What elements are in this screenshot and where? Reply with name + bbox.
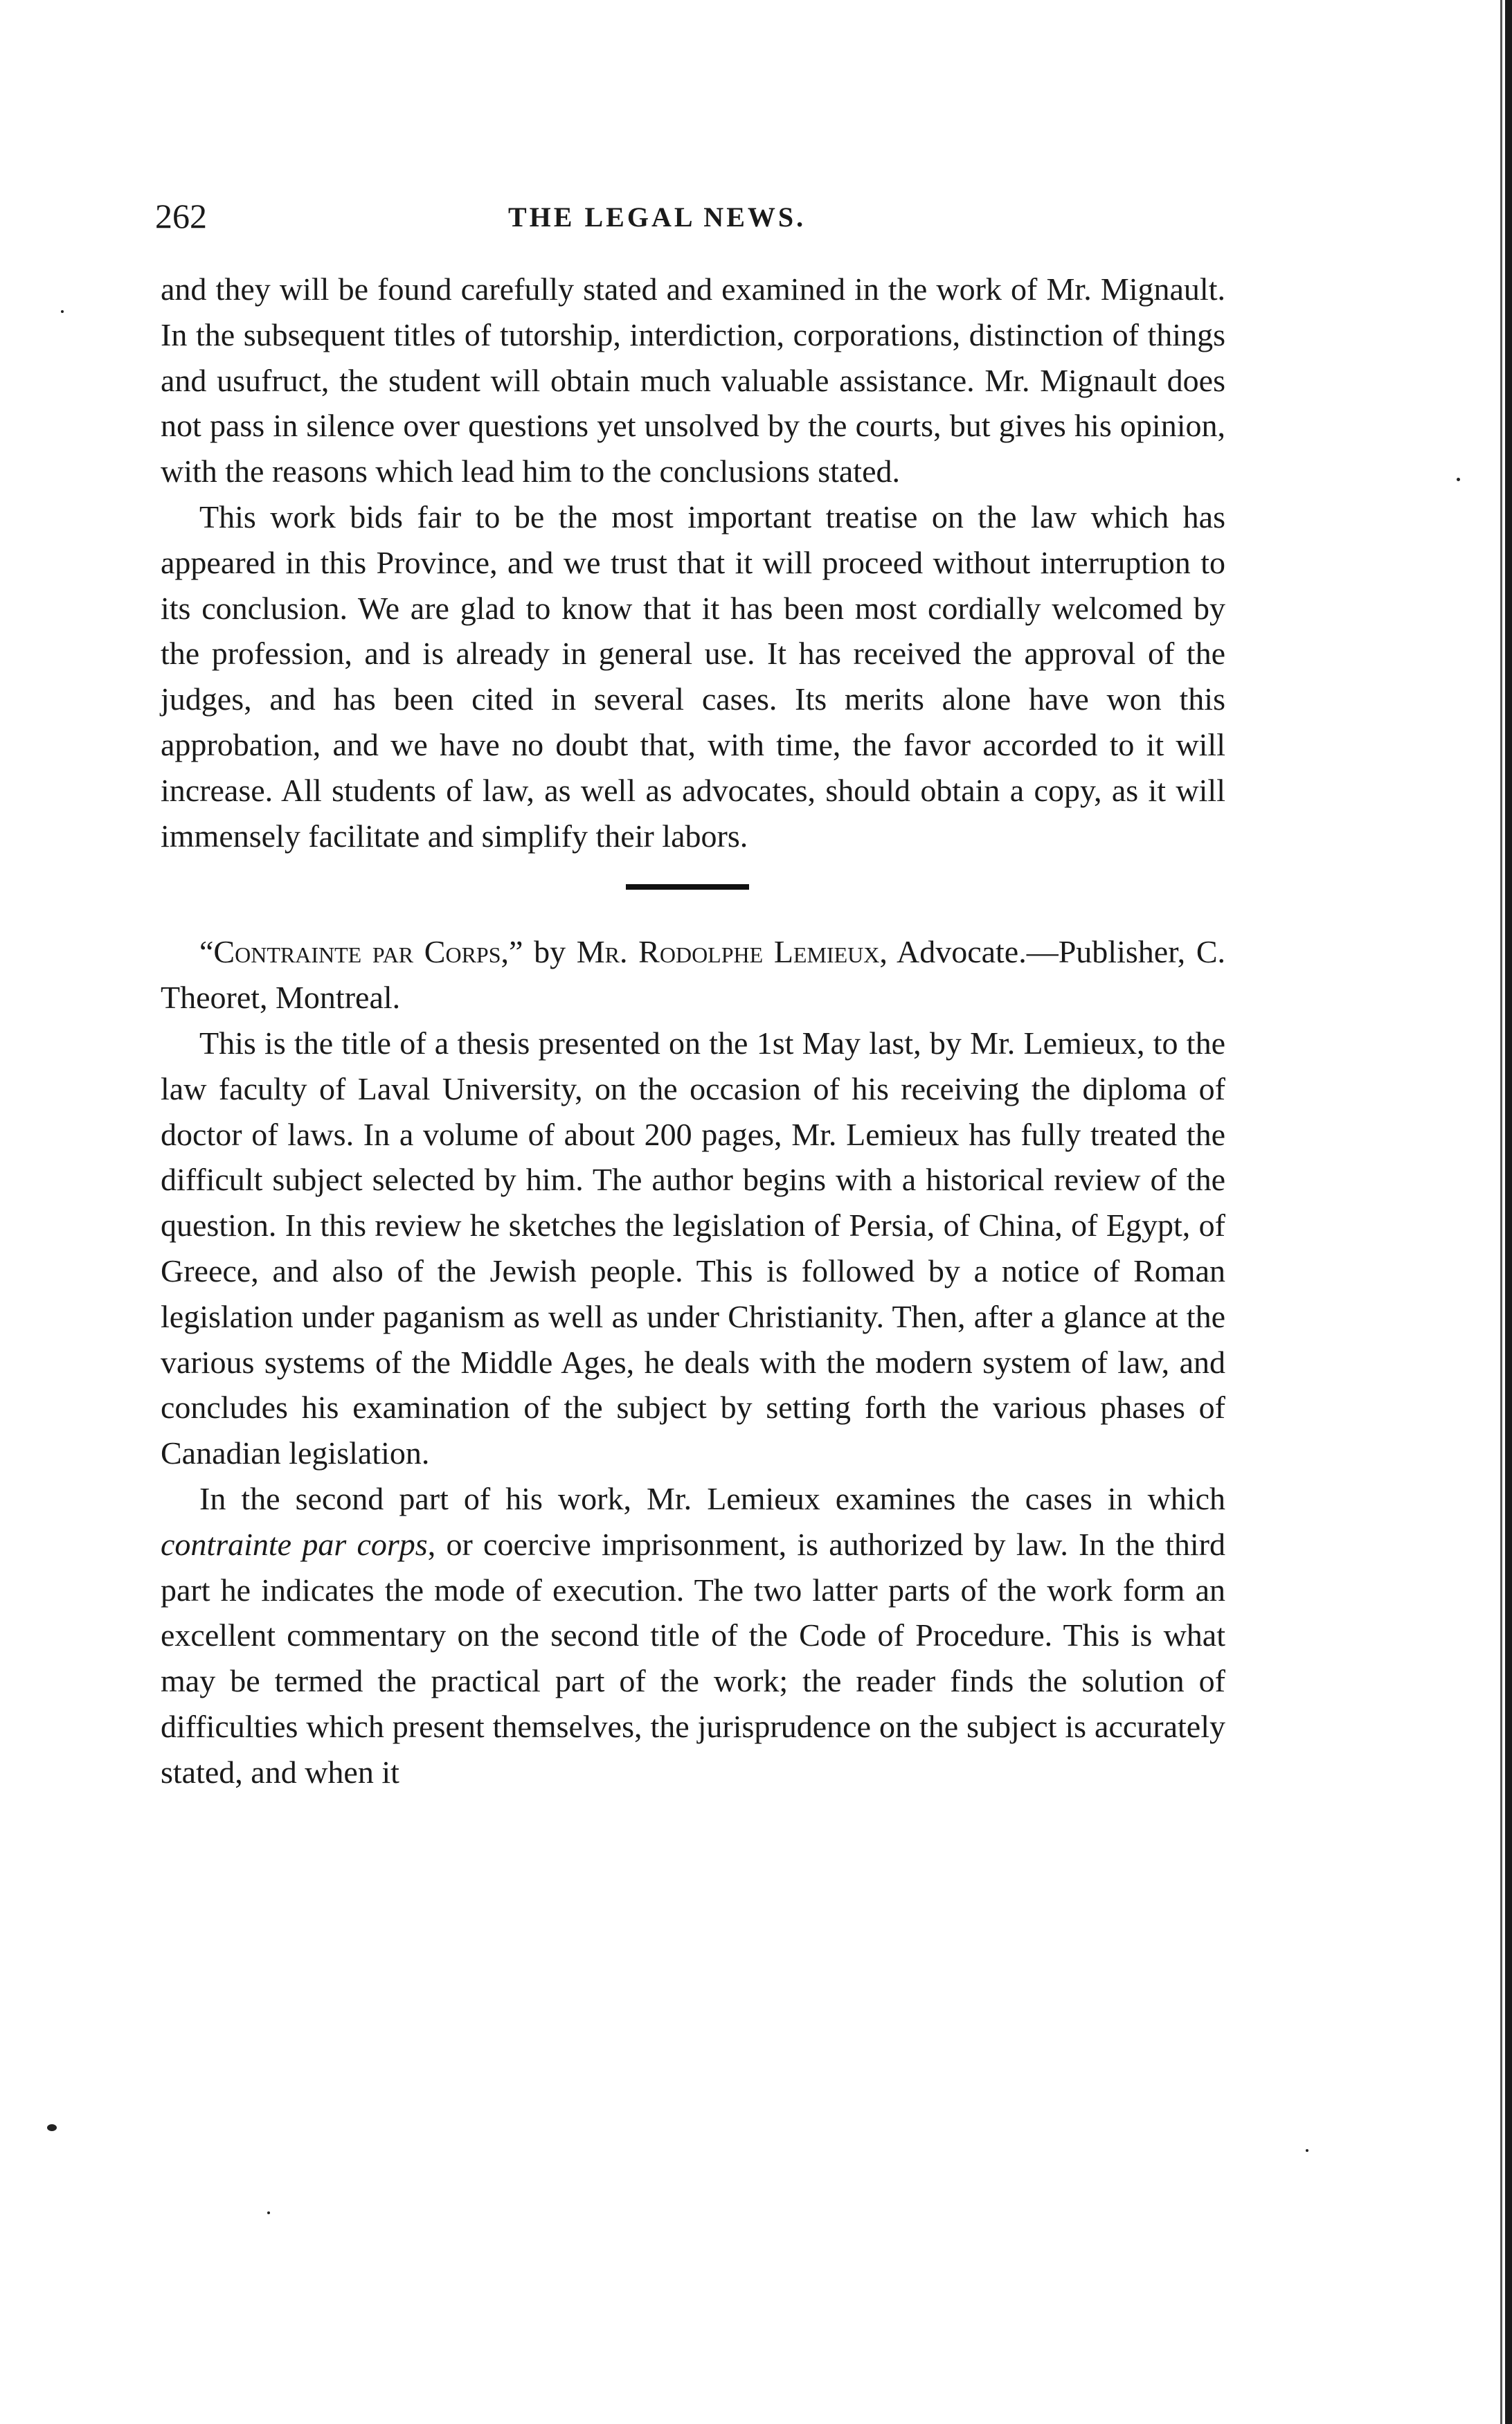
- review2-paragraph-1: This is the title of a thesis presented on the 1st May last, by Mr. Lemieux, to the law faculty of Laval University, on the occasion of his receiving the diploma of doctor of laws. In a volume of about 200 pages, Mr. Lemieux has fully treated the difficult subject selected by him. The author begins with a historical review of the question. In this review he sketches the legislation of Persia, of China, of Egypt, of Greece, and also of the Jewish people. This is followed by a notice of Roman legislation under paganism as well as under Christianity. Then, after a glance at the various systems of the Middle Ages, he deals with the modern system of law, and concludes his examination of the subject by setting forth the various phases of Canadian legislation.: [161, 1025, 1225, 1471]
- review2-by: by: [523, 934, 577, 970]
- ink-speck: [47, 2124, 57, 2131]
- ink-speck: [1306, 2149, 1308, 2152]
- review2-paragraph-2-start: In the second part of his work, Mr. Lemieux examines the cases in which: [199, 1480, 1225, 1516]
- review1-paragraph-1: and they will be found carefully stated and examined in the work of Mr. Mignault. In the subsequent titles of tutorship, interdiction, corporations, distinction of things and usufruct, the student will obtain much valuable assistance. Mr. Mignault does not pass in silence over questions yet unsolved by the courts, but gives his opinion, with the reasons which lead him to the conclusions stated.: [161, 271, 1225, 490]
- page-header: [155, 195, 1235, 237]
- review1-paragraph-2: This work bids fair to be the most important treatise on the law which has appeared in this Province, and we trust that it will proceed without interruption to its conclusion. We are glad to know that it has been most cordially welcomed by the profession, and is already in general use. It has received the approval of the judges, and has been cited in several cases. Its merits alone have won this approbation, and we have no doubt that, with time, the favor accorded to it will increase. All students of law, as well as advocates, should obtain a copy, as it will immensely facilitate and simplify their labors.: [161, 499, 1225, 854]
- binding-shadow-line: [1500, 0, 1502, 2424]
- ink-speck: [1457, 478, 1460, 481]
- running-head: THE LEGAL NEWS.: [508, 201, 807, 233]
- review2-heading: [161, 929, 1225, 1021]
- review2-italic-term: contrainte par corps: [161, 1526, 428, 1562]
- review2-author: Mr. Rodolphe Lemieux,: [576, 934, 888, 970]
- review2-book-title: “Contrainte par Corps,”: [199, 934, 523, 970]
- binding-edge: [1505, 0, 1512, 2424]
- review2-paragraph-2: [161, 1476, 1225, 1795]
- review2-paragraph-2-end: , or coercive imprisonment, is authorized by law. In the third part he indicates the mode of execution. The two latter parts of the work form an excellent commentary on the second title of the Code of Procedure. This is what may be termed the practical part of the work; the reader finds the solution of difficulties which present themselves, the jurisprudence on the subject is accurately stated, and when it: [161, 1526, 1225, 1790]
- ink-speck: [61, 310, 64, 313]
- divider-rule: [626, 884, 749, 890]
- page-number: 262: [155, 197, 207, 235]
- review2-publisher: Advocate.—Publisher, C. Theoret, Montreal.: [161, 934, 1226, 1016]
- ink-speck: [267, 2211, 270, 2214]
- section-divider: [161, 859, 1225, 929]
- article-body: [161, 267, 1225, 1795]
